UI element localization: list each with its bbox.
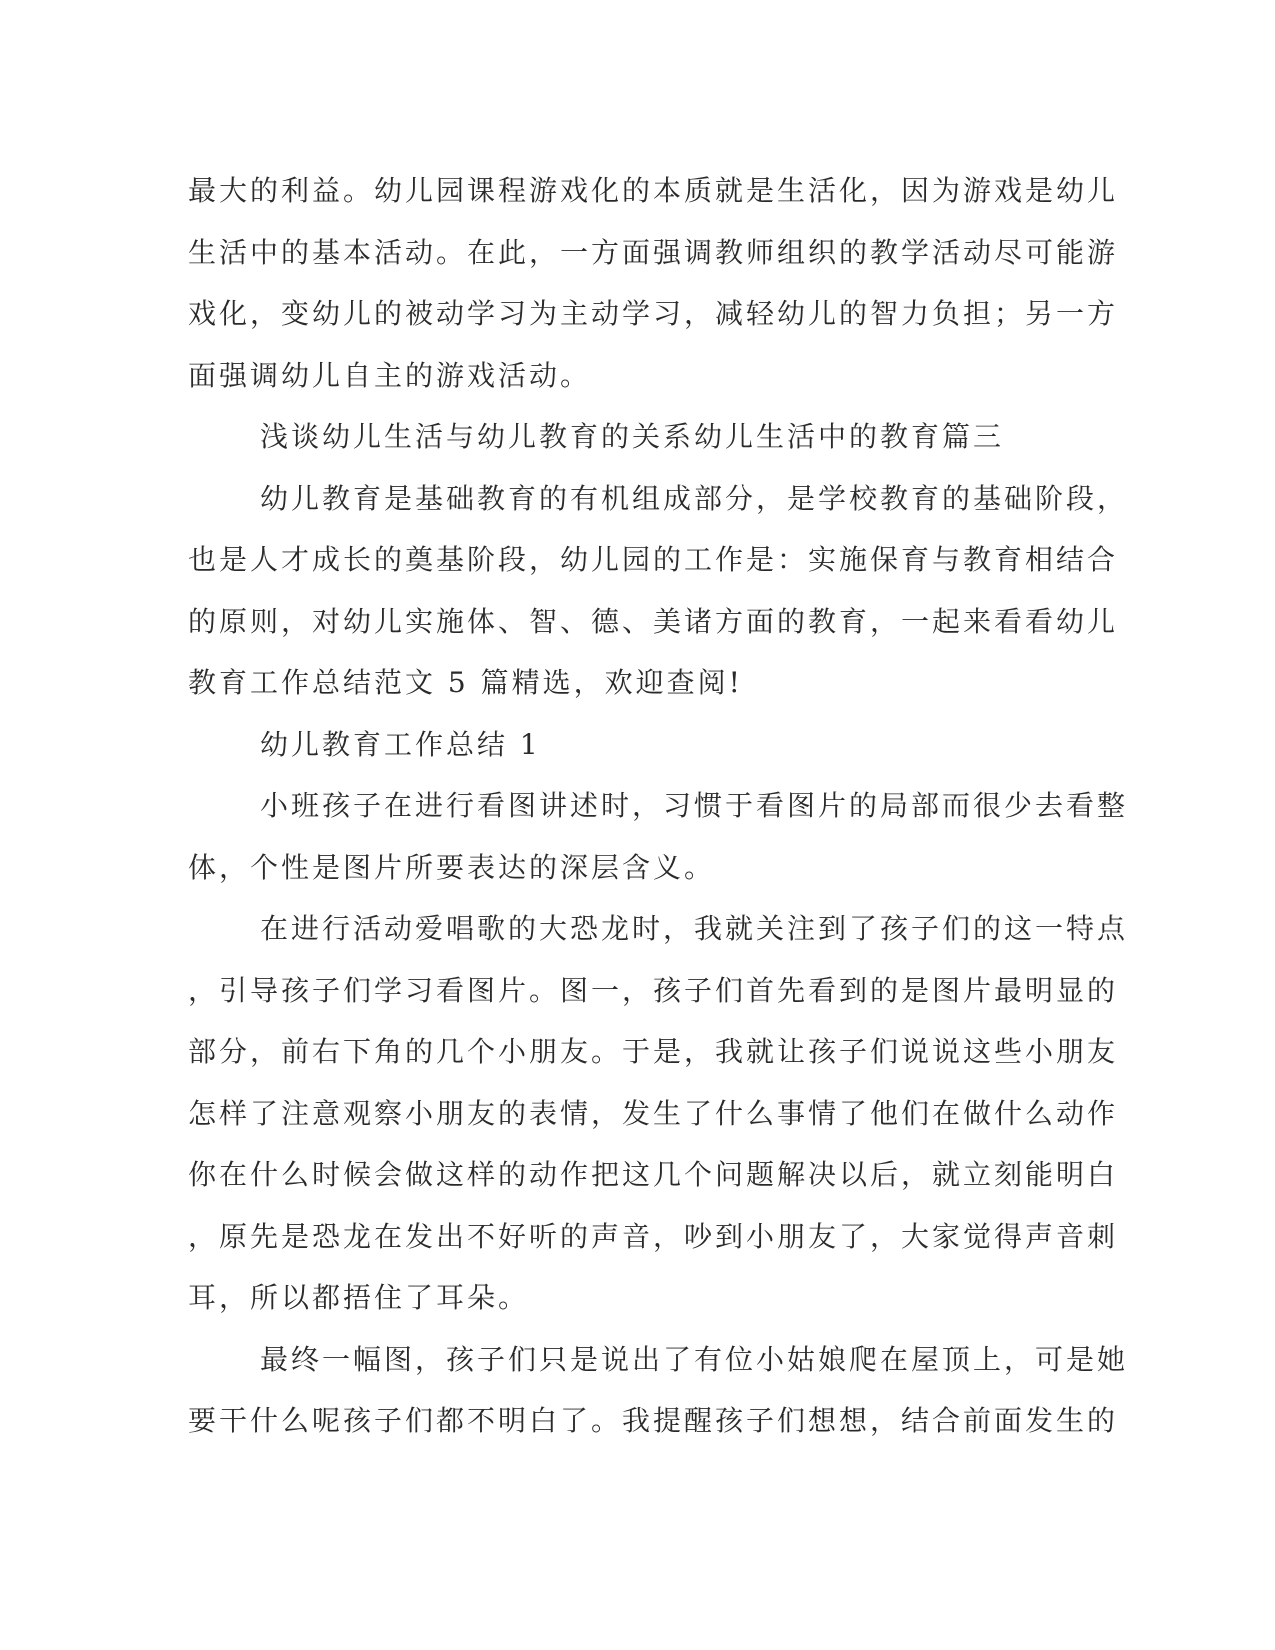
text-line: 要干什么呢孩子们都不明白了。我提醒孩子们想想，结合前面发生的 xyxy=(188,1404,1119,1437)
text-line: 体，个性是图片所要表达的深层含义。 xyxy=(188,850,716,884)
section-heading: 浅谈幼儿生活与幼儿教育的关系幼儿生活中的教育篇三 xyxy=(260,420,1005,453)
section-heading: 幼儿教育工作总结 1 xyxy=(260,727,541,761)
text-line: 戏化，变幼儿的被动学习为主动学习，减轻幼儿的智力负担；另一方 xyxy=(188,297,1119,330)
text-line: 耳，所以都捂住了耳朵。 xyxy=(188,1281,530,1314)
text-line: 你在什么时候会做这样的动作把这几个问题解决以后，就立刻能明白 xyxy=(188,1158,1119,1191)
text-line: ，引导孩子们学习看图片。图一，孩子们首先看到的是图片最明显的 xyxy=(188,973,1119,1007)
text-line: 教育工作总结范文 5 篇精选，欢迎查阅! xyxy=(188,666,743,699)
text-line: 幼儿教育是基础教育的有机组成部分，是学校教育的基础阶段， xyxy=(260,481,1129,515)
text-line: ，原先是恐龙在发出不好听的声音，吵到小朋友了，大家觉得声音刺 xyxy=(188,1219,1119,1253)
document-body xyxy=(188,160,1129,1452)
text-line: 在进行活动爱唱歌的大恐龙时，我就关注到了孩子们的这一特点 xyxy=(260,912,1129,945)
text-line: 最大的利益。幼儿园课程游戏化的本质就是生活化，因为游戏是幼儿 xyxy=(188,174,1119,207)
text-line: 小班孩子在进行看图讲述时，习惯于看图片的局部而很少去看整 xyxy=(260,789,1129,822)
text-line: 也是人才成长的奠基阶段，幼儿园的工作是：实施保育与教育相结合 xyxy=(188,543,1119,576)
text-line: 的原则，对幼儿实施体、智、德、美诸方面的教育，一起来看看幼儿 xyxy=(188,604,1119,638)
text-line: 最终一幅图，孩子们只是说出了有位小姑娘爬在屋顶上，可是她 xyxy=(260,1342,1129,1376)
text-line: 怎样了注意观察小朋友的表情，发生了什么事情了他们在做什么动作 xyxy=(188,1096,1119,1130)
text-line: 面强调幼儿自主的游戏活动。 xyxy=(188,358,592,392)
text-line: 部分，前右下角的几个小朋友。于是，我就让孩子们说说这些小朋友 xyxy=(188,1035,1119,1068)
text-line: 生活中的基本活动。在此，一方面强调教师组织的教学活动尽可能游 xyxy=(188,235,1119,269)
